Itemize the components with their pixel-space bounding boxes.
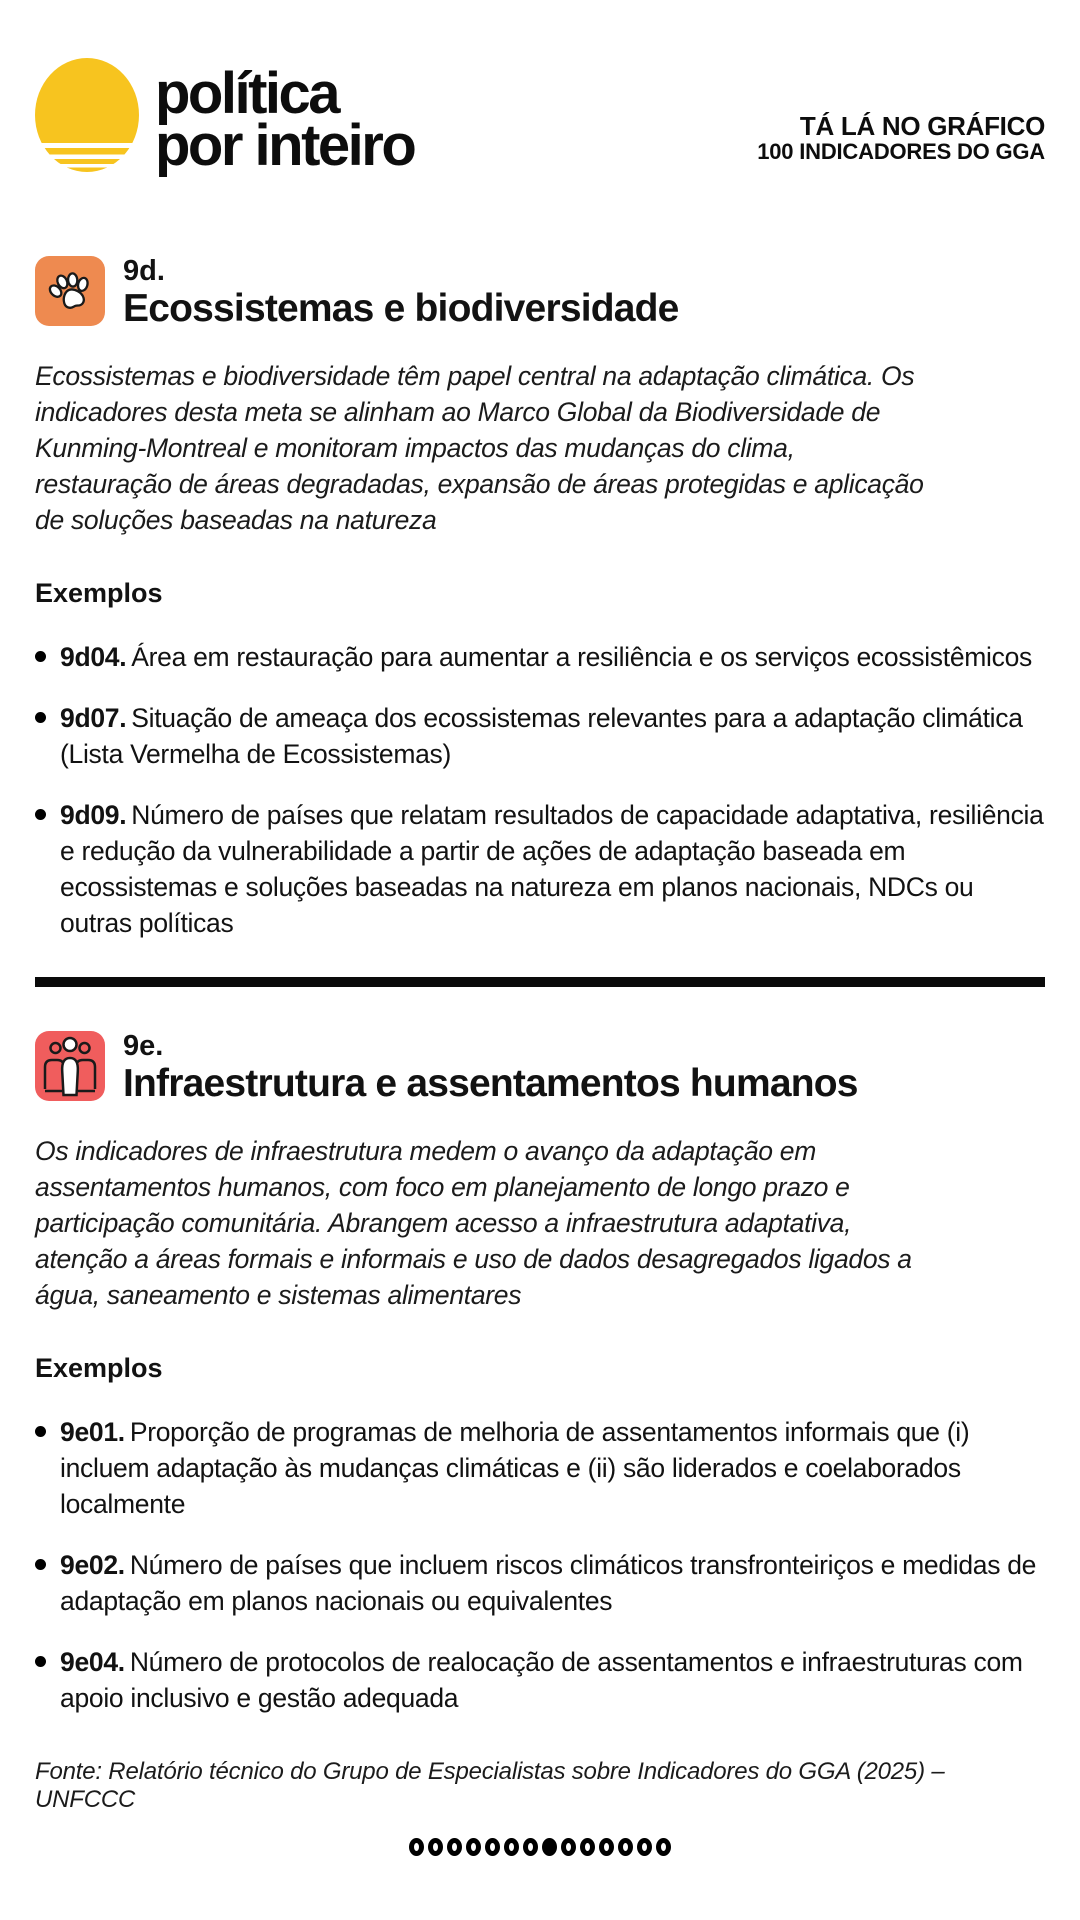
edition-block xyxy=(757,112,1045,164)
bullet-icon xyxy=(35,1559,46,1570)
header xyxy=(0,0,1080,178)
indicator-code: 9e01. xyxy=(60,1417,125,1447)
section-id: 9e. xyxy=(123,1030,164,1062)
indicator-code: 9d04. xyxy=(60,642,127,672)
pagination-dot[interactable] xyxy=(523,1838,538,1856)
examples-label: Exemplos xyxy=(35,1353,163,1383)
edition-subtitle: 100 INDICADORES DO GGA xyxy=(757,139,1045,164)
people-icon xyxy=(35,1031,105,1101)
pagination-dot[interactable] xyxy=(409,1838,424,1856)
section-9e-heading xyxy=(123,1031,858,1105)
examples-list xyxy=(35,1414,1045,1716)
list-item xyxy=(35,1644,1045,1716)
bullet-icon xyxy=(35,651,46,662)
pagination-dot[interactable] xyxy=(656,1838,671,1856)
examples-list xyxy=(35,639,1045,941)
example-text xyxy=(60,700,1045,772)
edition-series: TÁ LÁ NO GRÁFICO xyxy=(799,111,1045,141)
example-text xyxy=(60,1414,1045,1522)
source-note: Fonte: Relatório técnico do Grupo de Especialistas sobre Indicadores do GGA (2025) – UNFCCC xyxy=(35,1758,945,1813)
indicator-code: 9d09. xyxy=(60,800,127,830)
indicator-description: Situação de ameaça dos ecossistemas relevantes para a adaptação climática (Lista Vermelha de Ecossistemas) xyxy=(60,703,1023,769)
pagination-dot-active[interactable] xyxy=(542,1838,557,1856)
list-item xyxy=(35,797,1045,941)
bullet-icon xyxy=(35,809,46,820)
bullet-icon xyxy=(35,1656,46,1667)
brand-line1: política xyxy=(155,61,339,126)
section-9e-header xyxy=(35,1031,1045,1105)
example-text xyxy=(60,1644,1045,1716)
bullet-icon xyxy=(35,1426,46,1437)
list-item xyxy=(35,700,1045,772)
pagination-dot[interactable] xyxy=(485,1838,500,1856)
sun-logo-icon xyxy=(35,58,139,172)
pagination-dot[interactable] xyxy=(428,1838,443,1856)
bullet-icon xyxy=(35,712,46,723)
pagination-dot[interactable] xyxy=(466,1838,481,1856)
indicator-description: Proporção de programas de melhoria de assentamentos informais que (i) incluem adaptação às mudanças climáticas e (ii) são liderados e coelaborados localmente xyxy=(60,1417,970,1519)
brand xyxy=(35,58,415,178)
section-9d-header xyxy=(35,256,1045,330)
brand-wordmark xyxy=(155,61,415,178)
pagination-dot[interactable] xyxy=(637,1838,652,1856)
indicator-description: Número de protocolos de realocação de assentamentos e infraestruturas com apoio inclusivo e gestão adequada xyxy=(60,1647,1023,1713)
brand-line2: por inteiro xyxy=(155,113,415,178)
paw-icon xyxy=(35,256,105,326)
indicator-code: 9e04. xyxy=(60,1647,125,1677)
pagination-dot[interactable] xyxy=(580,1838,595,1856)
indicator-code: 9e02. xyxy=(60,1550,125,1580)
section-description: Os indicadores de infraestrutura medem o avanço da adaptação em assentamentos humanos, com foco em planejamento de longo prazo e participação comunitária. Abrangem acesso a infraestrutura adaptativa, atenção a áreas formais e informais e uso de dados desagregados ligados a água, saneamento e sistemas alimentares xyxy=(35,1136,912,1310)
section-description: Ecossistemas e biodiversidade têm papel central na adaptação climática. Os indicadores desta meta se alinham ao Marco Global da Biodiversidade de Kunming-Montreal e monitoram impactos das mudanças do clima, restauração de áreas degradadas, expansão de áreas protegidas e aplicação de soluções baseadas na natureza xyxy=(35,361,924,535)
pagination-dot[interactable] xyxy=(618,1838,633,1856)
list-item xyxy=(35,639,1045,675)
list-item xyxy=(35,1547,1045,1619)
example-text xyxy=(60,1547,1045,1619)
indicator-description: Área em restauração para aumentar a resiliência e os serviços ecossistêmicos xyxy=(131,642,1032,672)
section-9d-heading xyxy=(123,256,679,330)
section-title: Ecossistemas e biodiversidade xyxy=(123,287,679,330)
section-9d xyxy=(35,256,1045,941)
pagination-dot[interactable] xyxy=(447,1838,462,1856)
indicator-code: 9d07. xyxy=(60,703,127,733)
pagination-dots xyxy=(35,1838,1045,1856)
section-9e xyxy=(35,1031,1045,1716)
list-item xyxy=(35,1414,1045,1522)
indicator-description: Número de países que incluem riscos climáticos transfronteiriços e medidas de adaptação em planos nacionais ou equivalentes xyxy=(60,1550,1037,1616)
pagination-dot[interactable] xyxy=(561,1838,576,1856)
section-divider xyxy=(35,977,1045,987)
pagination-dot[interactable] xyxy=(504,1838,519,1856)
example-text xyxy=(60,639,1032,675)
indicator-description: Número de países que relatam resultados de capacidade adaptativa, resiliência e redução da vulnerabilidade a partir de ações de adaptação baseada em ecossistemas e soluções baseadas na natureza em planos nacionais, NDCs ou outras políticas xyxy=(60,800,1044,938)
section-title: Infraestrutura e assentamentos humanos xyxy=(123,1062,858,1105)
section-id: 9d. xyxy=(123,255,165,287)
example-text xyxy=(60,797,1045,941)
pagination-dot[interactable] xyxy=(599,1838,614,1856)
examples-label: Exemplos xyxy=(35,578,163,608)
